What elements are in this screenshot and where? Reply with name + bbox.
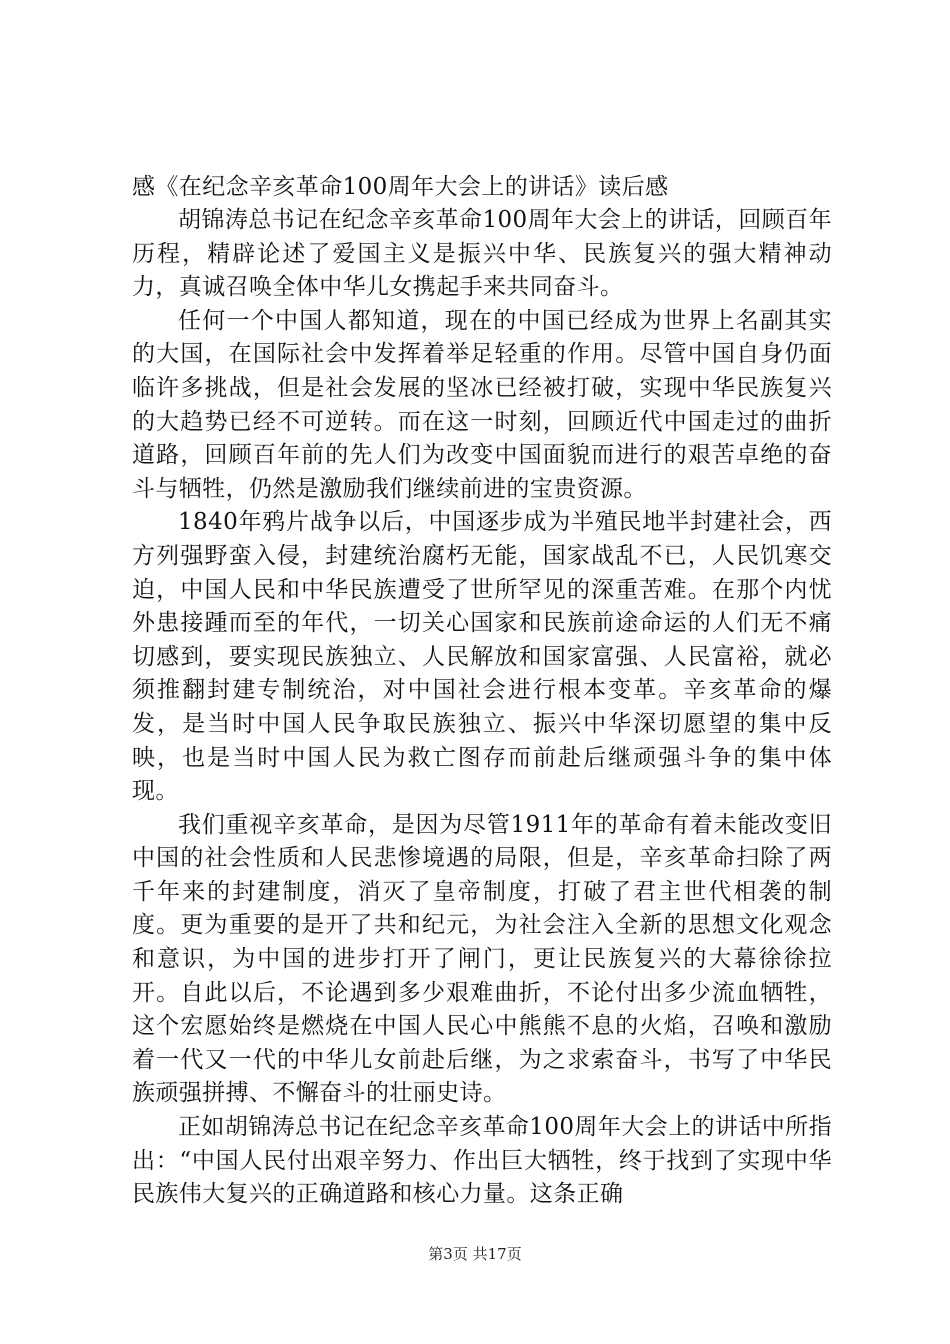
paragraph-4: 我们重视辛亥革命，是因为尽管1911年的革命有着未能改变旧中国的社会性质和人民悲惨境遇的局限，但是，辛亥革命扫除了两千年来的封建制度，消灭了皇帝制度，打破了君主世代相袭的制度。更为重要的是开了共和纪元，为社会注入全新的思想文化观念和意识，为中国的进步打开了闸门，更让民族复兴的大幕徐徐拉开。自此以后，不论遇到多少艰难曲折，不论付出多少流血牺牲，这个宏愿始终是燃烧在中国人民心中熊熊不息的火焰，召唤和激励着一代又一代的中华儿女前赴后继，为之求索奋斗，书写了中华民族顽强拼搏、不懈奋斗的壮丽史诗。 xyxy=(132,811,832,1107)
document-body xyxy=(132,170,832,1212)
paragraph-3: 1840年鸦片战争以后，中国逐步成为半殖民地半封建社会，西方列强野蛮入侵，封建统治腐朽无能，国家战乱不已，人民饥寒交迫，中国人民和中华民族遭受了世所罕见的深重苦难。在那个内忧外患接踵而至的年代，一切关心国家和民族前途命运的人们无不痛切感到，要实现民族独立、人民解放和国家富强、人民富裕，就必须推翻封建专制统治，对中国社会进行根本变革。辛亥革命的爆发，是当时中国人民争取民族独立、振兴中华深切愿望的集中反映，也是当时中国人民为救亡图存而前赴后继顽强斗争的集中体现。 xyxy=(132,509,832,805)
document-title: 感《在纪念辛亥革命100周年大会上的讲话》读后感 xyxy=(132,174,669,200)
paragraph-5: 正如胡锦涛总书记在纪念辛亥革命100周年大会上的讲话中所指出：“中国人民付出艰辛努力、作出巨大牺牲，终于找到了实现中华民族伟大复兴的正确道路和核心力量。这条正确 xyxy=(132,1114,832,1208)
page-number-footer: 第3页 共17页 xyxy=(428,1245,522,1263)
paragraph-2: 任何一个中国人都知道，现在的中国已经成为世界上名副其实的大国，在国际社会中发挥着举足轻重的作用。尽管中国自身仍面临许多挑战，但是社会发展的坚冰已经被打破，实现中华民族复兴的大趋势已经不可逆转。而在这一时刻，回顾近代中国走过的曲折道路，回顾百年前的先人们为改变中国面貌而进行的艰苦卓绝的奋斗与牺牲，仍然是激励我们继续前进的宝贵资源。 xyxy=(132,307,832,502)
paragraph-1: 胡锦涛总书记在纪念辛亥革命100周年大会上的讲话，回顾百年历程，精辟论述了爱国主义是振兴中华、民族复兴的强大精神动力，真诚召唤全体中华儿女携起手来共同奋斗。 xyxy=(132,207,832,301)
